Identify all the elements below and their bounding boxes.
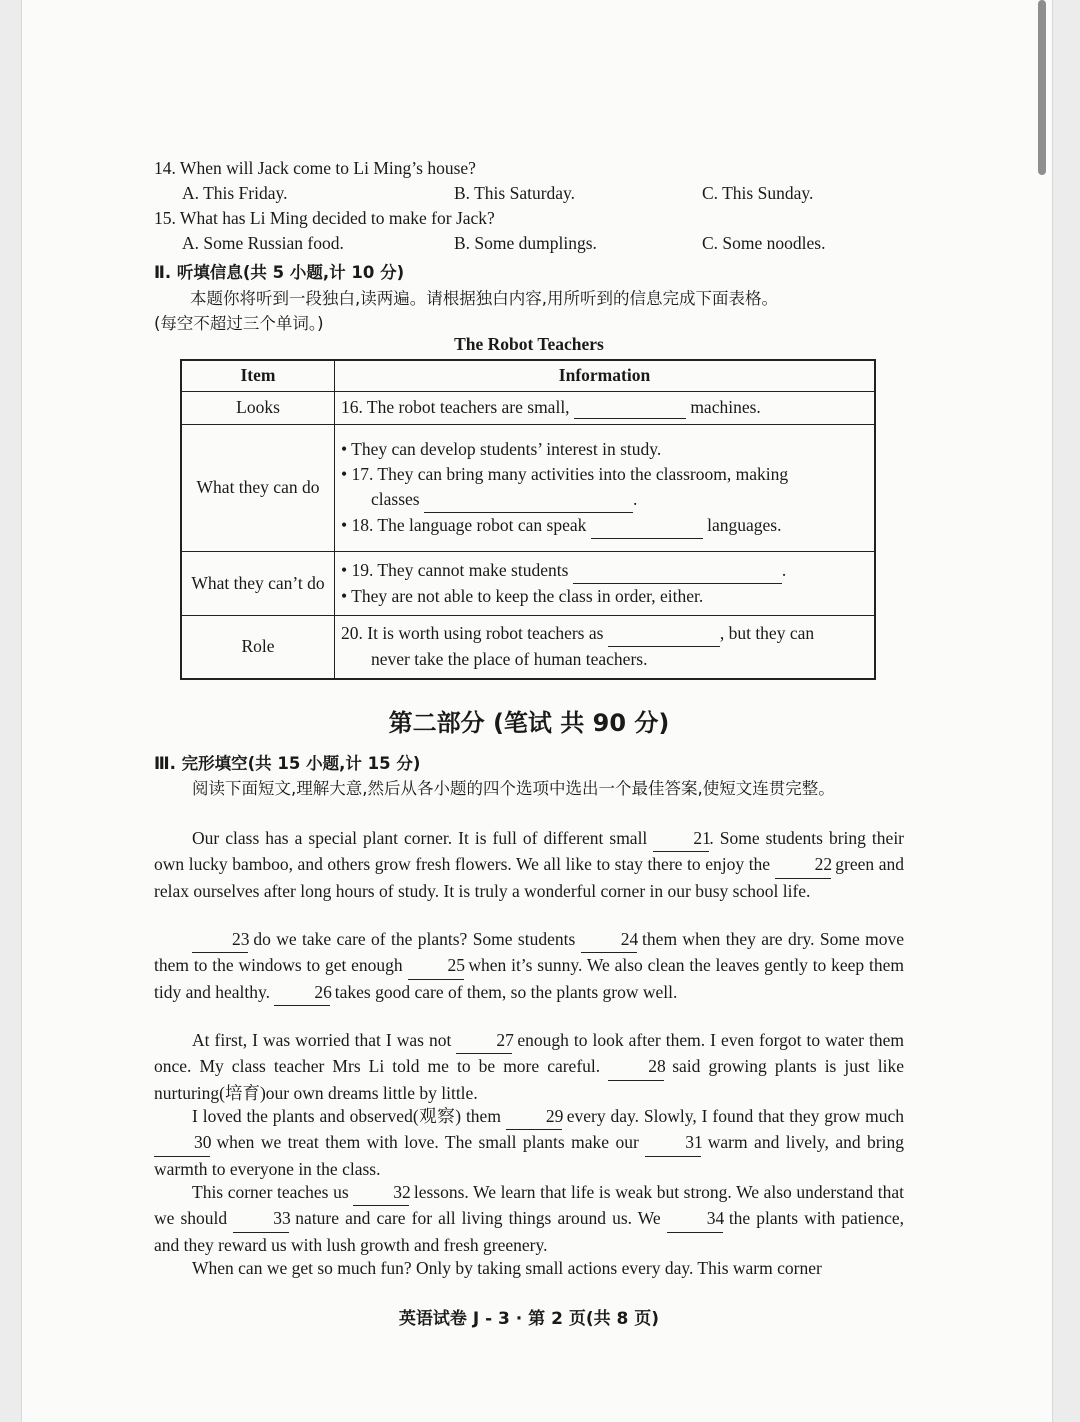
page-footer: 英语试卷 J - 3 · 第 2 页(共 8 页) [398,1309,660,1329]
p5-text-2: lessons. We learn that life is weak but strong. We also understand that we should [154,1182,904,1229]
p1-text-1: Our class has a special plant corner. It is full of different small [192,828,654,848]
q16-text-end: machines. [685,396,761,417]
row-role [181,615,875,679]
row-cant-do-item: What they can’t do [181,551,335,615]
blank-31[interactable]: 31 [645,1130,701,1156]
q16-blank[interactable] [574,397,686,419]
can-do-line-1: • They can develop students’ interest in study. [341,438,662,459]
blank-25[interactable]: 25 [408,953,464,979]
q14-option-b: B. This Saturday. [454,183,576,203]
section-3-instruction: 阅读下面短文,理解大意,然后从各小题的四个选项中选出一个最佳答案,使短文连贯完整。 [192,779,835,798]
p5-text-4: the plants with patience, and they reward us with lush growth and fresh greenery. [154,1208,904,1255]
blank-22[interactable]: 22 [775,852,831,878]
blank-24[interactable]: 24 [581,927,637,953]
q18-text: • 18. The language robot can speak [341,514,591,535]
q19-text: • 19. They cannot make students [341,559,573,580]
row-cant-do-info [335,551,876,615]
blank-27[interactable]: 27 [456,1028,512,1054]
row-cant-do [181,551,875,615]
table-title: The Robot Teachers [454,334,604,354]
q19-blank[interactable] [573,558,782,584]
blank-29[interactable]: 29 [506,1104,562,1130]
cant-do-line-2: • They are not able to keep the class in order, either. [341,585,704,606]
q19-text-end: . [781,559,787,580]
q20-text: 20. It is worth using robot teachers as [341,623,608,644]
p5-text-3: nature and care for all living things around us. We [289,1208,667,1229]
q15-option-b: B. Some dumplings. [454,233,597,253]
row-looks-item: Looks [181,391,335,424]
cloze-paragraph-5 [154,1180,904,1258]
q17-text-end: . [632,488,638,509]
section-2-instruction-note: (每空不超过三个单词。) [154,314,324,333]
p2-text-3: when it’s sunny. We also clean the leaves gently to keep them tidy and healthy. [154,955,904,1002]
cloze-paragraph-1 [154,826,904,904]
question-15: 15. What has Li Ming decided to make for Jack? [154,208,495,228]
exam-page [22,0,1052,1422]
blank-30[interactable]: 30 [154,1130,210,1156]
p1-text-2: . Some students bring their own lucky bamboo, and others grow fresh flowers. We all like to stay there to enjoy the [154,828,905,875]
q17-text: classes [371,488,424,509]
table-header-row [181,360,875,391]
cloze-paragraph-3 [154,1028,904,1106]
p3-text-1: At first, I was worried that I was not [192,1030,457,1050]
row-role-item: Role [181,615,335,679]
cloze-paragraph-4 [154,1104,904,1182]
row-can-do-info [335,424,876,551]
p4-text-3: when we treat them with love. The small plants make our [210,1132,646,1153]
blank-21[interactable]: 21 [653,826,709,852]
scrollbar[interactable] [1038,0,1046,175]
p3-text-3: said growing plants is just like nurturing(培育)our own dreams little by little. [154,1056,904,1103]
q20-blank[interactable] [608,621,720,647]
question-14: 14. When will Jack come to Li Ming’s house? [154,158,476,178]
section-2-heading: Ⅱ. 听填信息(共 5 小题,计 10 分) [154,263,405,282]
p2-text-2: them when they are dry. Some move them to the windows to get enough [154,929,905,976]
row-looks-info [335,391,876,424]
blank-32[interactable]: 32 [353,1180,409,1206]
p2-text-1: do we take care of the plants? Some students [248,929,581,949]
can-do-line-3 [341,487,868,513]
p4-text-4: warm and lively, and bring warmth to everyone in the class. [154,1132,904,1179]
p4-text-2: every day. Slowly, I found that they grow much [561,1106,904,1126]
role-line-2: never take the place of human teachers. [371,649,648,670]
col-header-item: Item [181,360,335,391]
q17-blank[interactable] [424,487,633,513]
cloze-paragraph-2 [154,927,904,1006]
section-3-heading: Ⅲ. 完形填空(共 15 小题,计 15 分) [154,754,421,773]
q16-text: 16. The robot teachers are small, [341,396,574,417]
row-can-do [181,424,875,551]
q14-option-a: A. This Friday. [182,183,288,203]
can-do-line-4 [341,513,868,539]
q15-option-c: C. Some noodles. [702,233,826,253]
q18-text-end: languages. [702,514,782,535]
can-do-line-2: • 17. They can bring many activities into the classroom, making [341,463,789,484]
p1-text-3: green and relax ourselves after long hours of study. It is truly a wonderful corner in our busy school life. [154,854,904,901]
row-looks [181,391,875,424]
cant-do-line-1 [341,558,868,584]
p5-text-1: This corner teaches us [192,1182,354,1202]
blank-23[interactable]: 23 [192,927,248,953]
q15-option-a: A. Some Russian food. [182,233,344,253]
robot-teachers-table [180,359,876,680]
p4-text-1: I loved the plants and observed(观察) them [192,1106,506,1126]
q20-text-end: , but they can [719,623,815,644]
blank-34[interactable]: 34 [667,1206,723,1232]
cloze-paragraph-6: When can we get so much fun? Only by taking small actions every day. This warm corner [192,1258,822,1278]
blank-33[interactable]: 33 [233,1206,289,1232]
section-2-instruction: 本题你将听到一段独白,读两遍。请根据独白内容,用所听到的信息完成下面表格。 [190,289,778,308]
q18-blank[interactable] [591,513,703,539]
q14-option-c: C. This Sunday. [702,183,814,203]
blank-28[interactable]: 28 [608,1054,664,1080]
col-header-information: Information [335,360,876,391]
row-role-info [335,615,876,679]
role-line-1 [341,621,868,647]
p3-text-2: enough to look after them. I even forgot to water them once. My class teacher Mrs Li told me to be more careful. [154,1030,904,1077]
blank-26[interactable]: 26 [274,980,330,1006]
row-can-do-item: What they can do [181,424,335,551]
p2-text-4: takes good care of them, so the plants grow well. [330,981,678,1002]
part-2-heading: 第二部分 (笔试 共 90 分) [388,709,670,737]
